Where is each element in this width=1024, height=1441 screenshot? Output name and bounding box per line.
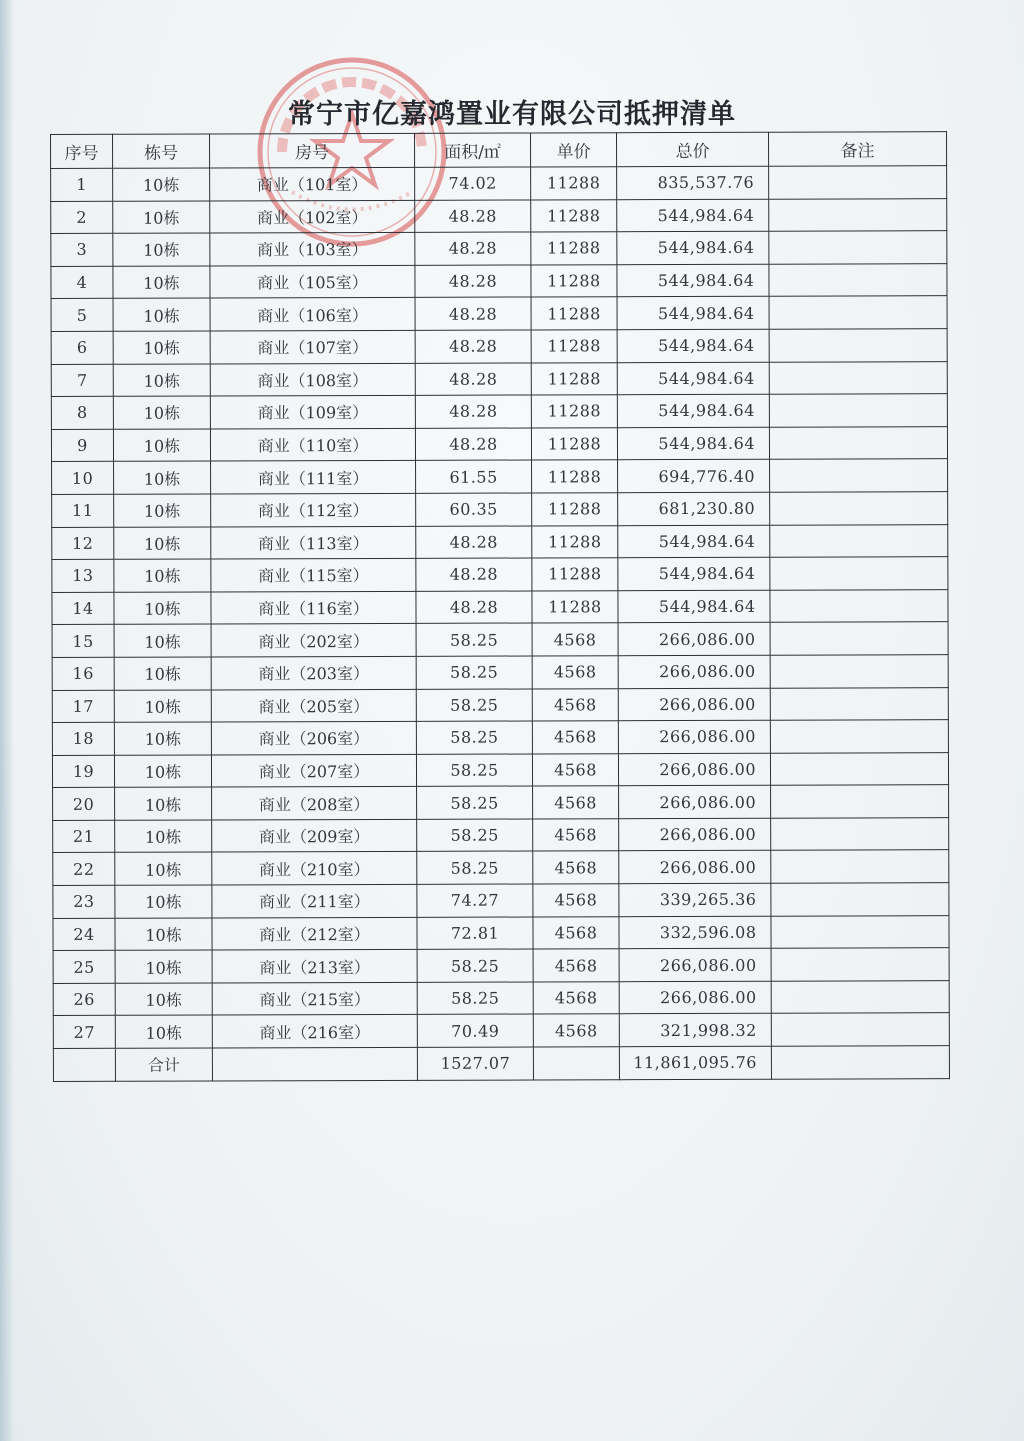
row-total-price: 544,984.64 (617, 394, 769, 427)
row-unit-price: 4568 (533, 786, 619, 819)
row-seq: 24 (53, 918, 115, 951)
row-seq: 26 (53, 983, 115, 1016)
row-remarks (770, 622, 948, 655)
total-amount: 11,861,095.76 (619, 1046, 771, 1079)
row-area: 48.28 (415, 232, 531, 265)
row-unit-price: 4568 (533, 982, 619, 1015)
row-building: 10栋 (114, 722, 211, 755)
row-unit-price: 11288 (531, 199, 617, 232)
row-area: 48.28 (415, 330, 531, 363)
row-area: 58.25 (417, 982, 533, 1015)
row-area: 58.25 (417, 819, 533, 852)
row-room: 商业（203室） (211, 656, 416, 689)
row-total-price: 544,984.64 (618, 525, 770, 558)
row-remarks (770, 492, 948, 525)
row-unit-price: 4568 (533, 884, 619, 917)
table-row (52, 589, 948, 624)
row-room: 商业（213室） (212, 950, 417, 983)
row-total-price: 266,086.00 (618, 655, 770, 688)
table-row (52, 655, 948, 690)
row-building: 10栋 (113, 429, 210, 462)
row-area: 48.28 (416, 526, 532, 559)
row-room: 商业（202室） (211, 624, 416, 657)
row-area: 58.25 (417, 949, 533, 982)
table-row (51, 296, 947, 331)
header-building: 栋号 (113, 134, 210, 168)
row-unit-price: 4568 (532, 623, 618, 656)
table-row (51, 263, 947, 298)
row-total-price: 266,086.00 (618, 720, 770, 753)
row-building: 10栋 (114, 689, 211, 722)
row-unit-price: 4568 (532, 753, 618, 786)
row-total-price: 544,984.64 (617, 427, 769, 460)
row-unit-price: 11288 (531, 395, 617, 428)
row-room: 商业（102室） (210, 200, 415, 233)
row-unit-price: 11288 (532, 590, 618, 623)
row-building: 10栋 (113, 201, 210, 234)
row-building: 10栋 (115, 1015, 212, 1048)
document-title: 常宁市亿嘉鸿置业有限公司抵押清单 (288, 99, 736, 130)
row-remarks (769, 198, 947, 231)
row-seq: 11 (52, 494, 114, 527)
row-remarks (769, 263, 947, 296)
row-area: 48.28 (415, 395, 531, 428)
row-room: 商业（109室） (210, 396, 415, 429)
mortgage-list-table-container (50, 131, 949, 1081)
row-seq: 23 (53, 885, 115, 918)
total-label: 合计 (115, 1048, 212, 1081)
row-seq: 10 (52, 462, 114, 495)
table-row (52, 687, 948, 722)
row-room: 商业（207室） (211, 754, 416, 787)
row-building: 10栋 (115, 983, 212, 1016)
row-area: 48.28 (416, 591, 532, 624)
row-building: 10栋 (115, 918, 212, 951)
row-total-price: 266,086.00 (619, 948, 771, 981)
table-row (53, 785, 949, 820)
row-area: 74.02 (415, 167, 531, 200)
row-remarks (770, 557, 948, 590)
row-area: 58.25 (416, 754, 532, 787)
table-row (52, 524, 948, 559)
row-room: 商业（107室） (210, 330, 415, 363)
row-remarks (771, 818, 949, 851)
row-total-price: 544,984.64 (617, 231, 769, 264)
row-unit-price: 11288 (532, 558, 618, 591)
row-building: 10栋 (114, 527, 211, 560)
total-room-empty (212, 1047, 417, 1080)
row-building: 10栋 (113, 168, 210, 201)
row-room: 商业（110室） (210, 428, 415, 461)
row-unit-price: 11288 (531, 232, 617, 265)
row-total-price: 694,776.40 (618, 460, 770, 493)
header-room: 房号 (210, 133, 415, 168)
row-room: 商业（212室） (212, 917, 417, 950)
row-building: 10栋 (113, 266, 210, 299)
row-remarks (771, 981, 949, 1014)
table-row (51, 361, 947, 396)
total-seq-empty (53, 1048, 115, 1081)
row-building: 10栋 (115, 787, 212, 820)
row-building: 10栋 (114, 624, 211, 657)
row-unit-price: 4568 (532, 656, 618, 689)
row-total-price: 266,086.00 (619, 851, 771, 884)
header-area: 面积/㎡ (414, 133, 530, 167)
table-row (53, 915, 949, 950)
row-room: 商业（116室） (211, 591, 416, 624)
row-remarks (770, 752, 948, 785)
row-unit-price: 11288 (531, 427, 617, 460)
row-total-price: 681,230.80 (618, 492, 770, 525)
row-remarks (769, 231, 947, 264)
row-area: 72.81 (417, 917, 533, 950)
row-unit-price: 11288 (532, 493, 618, 526)
row-unit-price: 4568 (532, 721, 618, 754)
row-total-price: 544,984.64 (617, 297, 769, 330)
row-room: 商业（106室） (210, 298, 415, 331)
row-remarks (771, 1013, 949, 1046)
row-area: 58.25 (416, 623, 532, 656)
table-total-row (53, 1046, 949, 1081)
row-remarks (771, 948, 949, 981)
table-row (52, 459, 948, 494)
row-room: 商业（209室） (212, 819, 417, 852)
header-unit-price: 单价 (530, 133, 616, 167)
row-unit-price: 11288 (532, 525, 618, 558)
row-building: 10栋 (114, 755, 211, 788)
row-building: 10栋 (113, 298, 210, 331)
row-total-price: 544,984.64 (618, 557, 770, 590)
row-room: 商业（205室） (211, 689, 416, 722)
table-row (51, 394, 947, 429)
row-room: 商业（101室） (210, 167, 415, 200)
row-seq: 9 (51, 429, 113, 462)
row-room: 商业（111室） (211, 461, 416, 494)
total-remarks-empty (771, 1046, 949, 1079)
row-remarks (771, 915, 949, 948)
row-seq: 7 (51, 364, 113, 397)
row-area: 48.28 (415, 265, 531, 298)
row-room: 商业（211室） (212, 884, 417, 917)
row-unit-price: 4568 (532, 688, 618, 721)
row-total-price: 835,537.76 (617, 166, 769, 199)
table-row (53, 948, 949, 983)
row-unit-price: 11288 (531, 167, 617, 200)
row-remarks (769, 296, 947, 329)
row-seq: 2 (51, 201, 113, 234)
row-room: 商业（215室） (212, 982, 417, 1015)
row-remarks (771, 785, 949, 818)
row-remarks (769, 426, 947, 459)
table-row (53, 981, 949, 1016)
table-row (53, 850, 949, 885)
row-area: 61.55 (416, 460, 532, 493)
row-building: 10栋 (113, 396, 210, 429)
mortgage-list-table (50, 131, 950, 1081)
row-remarks (771, 850, 949, 883)
row-area: 58.25 (416, 656, 532, 689)
row-seq: 6 (51, 331, 113, 364)
table-row (52, 557, 948, 592)
table-row (53, 883, 949, 918)
row-seq: 18 (52, 722, 114, 755)
total-area: 1527.07 (417, 1047, 533, 1080)
row-unit-price: 11288 (531, 362, 617, 395)
row-room: 商业（210室） (212, 852, 417, 885)
table-row (53, 818, 949, 853)
table-header-row (51, 132, 947, 169)
row-total-price: 266,086.00 (618, 753, 770, 786)
row-building: 10栋 (114, 592, 211, 625)
row-area: 74.27 (417, 884, 533, 917)
total-unit-price-empty (533, 1047, 619, 1080)
row-seq: 12 (52, 527, 114, 560)
row-seq: 22 (53, 853, 115, 886)
row-building: 10栋 (114, 559, 211, 592)
row-remarks (769, 361, 947, 394)
row-building: 10栋 (113, 233, 210, 266)
row-room: 商业（208室） (212, 787, 417, 820)
table-row (51, 231, 947, 266)
row-remarks (769, 329, 947, 362)
row-seq: 5 (51, 299, 113, 332)
row-unit-price: 11288 (531, 265, 617, 298)
table-row (51, 329, 947, 364)
row-total-price: 544,984.64 (617, 329, 769, 362)
row-remarks (771, 883, 949, 916)
table-row (52, 492, 948, 527)
table-row (52, 622, 948, 657)
row-seq: 15 (52, 625, 114, 658)
row-building: 10栋 (114, 494, 211, 527)
row-seq: 1 (51, 168, 113, 201)
row-remarks (769, 166, 947, 199)
table-row (53, 1013, 949, 1048)
row-area: 70.49 (417, 1014, 533, 1047)
row-room: 商业（112室） (211, 493, 416, 526)
header-remarks: 备注 (768, 132, 946, 167)
row-seq: 17 (52, 690, 114, 723)
row-total-price: 266,086.00 (619, 786, 771, 819)
row-total-price: 544,984.64 (617, 264, 769, 297)
row-remarks (770, 524, 948, 557)
row-remarks (770, 687, 948, 720)
row-total-price: 339,265.36 (619, 883, 771, 916)
row-area: 58.25 (417, 851, 533, 884)
page-edge-shadow (0, 0, 14, 1441)
row-unit-price: 11288 (531, 330, 617, 363)
row-room: 商业（206室） (211, 721, 416, 754)
table-row (51, 426, 947, 461)
row-remarks (769, 394, 947, 427)
row-room: 商业（216室） (212, 1015, 417, 1048)
row-building: 10栋 (114, 461, 211, 494)
row-total-price: 544,984.64 (617, 199, 769, 232)
row-seq: 13 (52, 559, 114, 592)
row-seq: 3 (51, 233, 113, 266)
row-room: 商业（103室） (210, 233, 415, 266)
row-area: 58.25 (416, 721, 532, 754)
row-room: 商业（105室） (210, 265, 415, 298)
table-row (52, 720, 948, 755)
row-seq: 25 (53, 951, 115, 984)
row-unit-price: 11288 (532, 460, 618, 493)
row-building: 10栋 (115, 852, 212, 885)
row-unit-price: 11288 (531, 297, 617, 330)
row-remarks (770, 720, 948, 753)
row-unit-price: 4568 (533, 851, 619, 884)
row-total-price: 321,998.32 (619, 1014, 771, 1047)
row-total-price: 332,596.08 (619, 916, 771, 949)
row-area: 48.28 (415, 297, 531, 330)
row-unit-price: 4568 (533, 949, 619, 982)
row-seq: 21 (53, 820, 115, 853)
row-unit-price: 4568 (533, 1014, 619, 1047)
table-row (51, 198, 947, 233)
row-unit-price: 4568 (533, 819, 619, 852)
row-remarks (770, 655, 948, 688)
row-seq: 14 (52, 592, 114, 625)
row-area: 58.25 (417, 786, 533, 819)
row-room: 商业（115室） (211, 558, 416, 591)
table-row (52, 752, 948, 787)
row-area: 48.28 (416, 558, 532, 591)
table-body (51, 166, 950, 1049)
row-building: 10栋 (115, 820, 212, 853)
row-seq: 8 (51, 396, 113, 429)
row-building: 10栋 (114, 657, 211, 690)
row-total-price: 544,984.64 (617, 362, 769, 395)
row-total-price: 544,984.64 (618, 590, 770, 623)
row-area: 60.35 (416, 493, 532, 526)
row-remarks (770, 589, 948, 622)
row-remarks (770, 459, 948, 492)
row-area: 48.28 (415, 363, 531, 396)
row-total-price: 266,086.00 (619, 981, 771, 1014)
row-seq: 20 (53, 788, 115, 821)
row-room: 商业（113室） (211, 526, 416, 559)
row-total-price: 266,086.00 (618, 688, 770, 721)
row-total-price: 266,086.00 (618, 623, 770, 656)
row-building: 10栋 (115, 950, 212, 983)
table-row (51, 166, 947, 201)
row-seq: 19 (52, 755, 114, 788)
row-area: 48.28 (415, 428, 531, 461)
row-area: 58.25 (416, 688, 532, 721)
header-seq: 序号 (51, 134, 113, 168)
row-room: 商业（108室） (210, 363, 415, 396)
row-area: 48.28 (415, 200, 531, 233)
row-seq: 27 (53, 1016, 115, 1049)
row-seq: 4 (51, 266, 113, 299)
row-building: 10栋 (113, 331, 210, 364)
header-total-price: 总价 (616, 132, 768, 166)
row-building: 10栋 (115, 885, 212, 918)
row-seq: 16 (52, 657, 114, 690)
row-total-price: 266,086.00 (619, 818, 771, 851)
row-building: 10栋 (113, 364, 210, 397)
row-unit-price: 4568 (533, 916, 619, 949)
